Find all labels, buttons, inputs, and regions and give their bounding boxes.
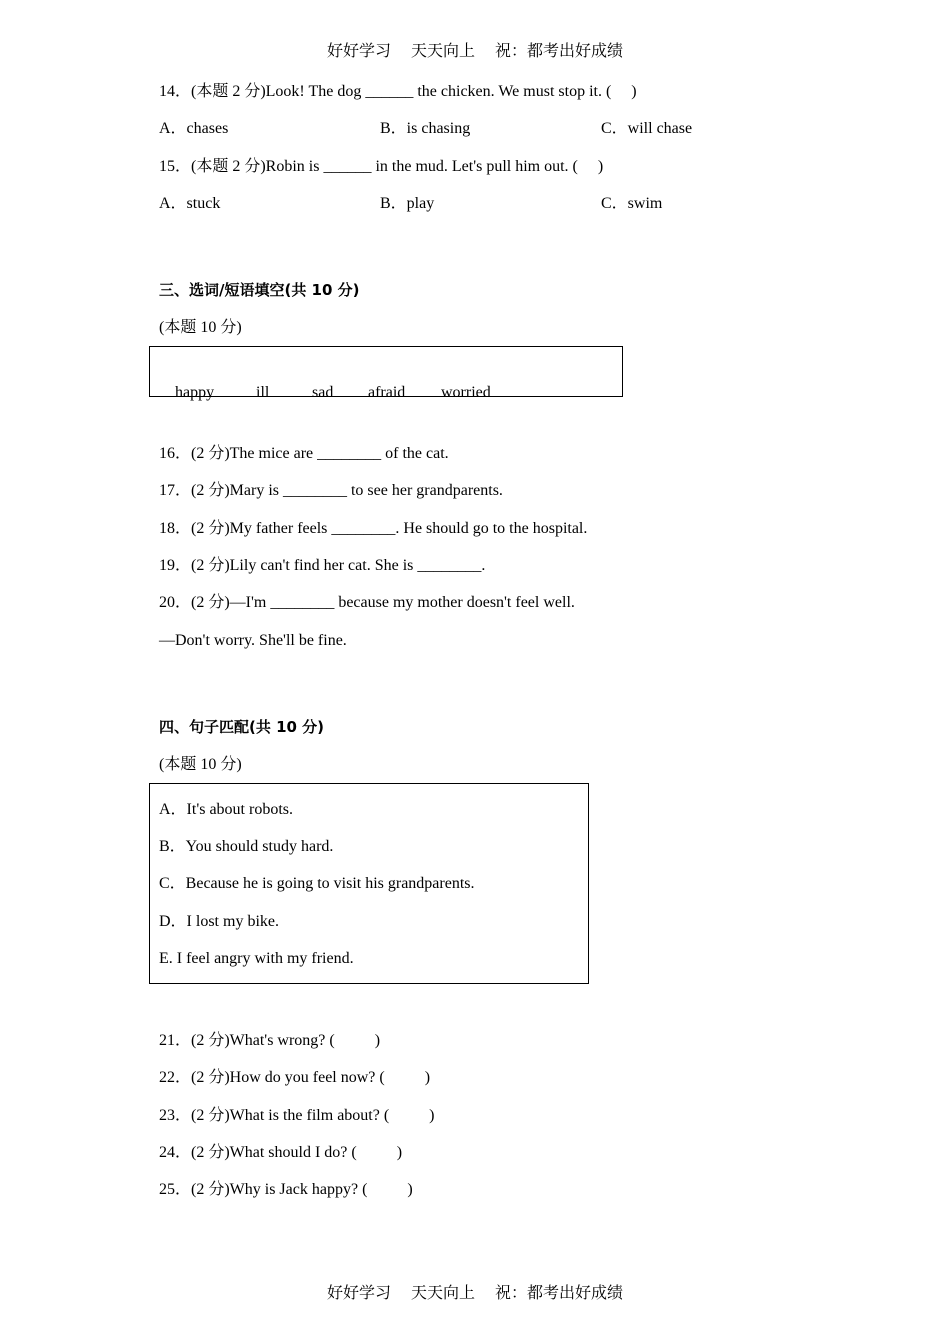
- question-23: 23．(2 分)What is the film about? ( ): [159, 1107, 435, 1124]
- question-22: 22．(2 分)How do you feel now? ( ): [159, 1069, 431, 1086]
- question-15-option-b: B．play: [380, 195, 435, 212]
- matching-option-b: B．You should study hard.: [159, 838, 334, 855]
- question-15-option-a: A．stuck: [159, 195, 221, 212]
- question-14-option-c: C．will chase: [601, 120, 693, 137]
- matching-option-d: D．I lost my bike.: [159, 913, 279, 930]
- question-25: 25．(2 分)Why is Jack happy? ( ): [159, 1181, 413, 1198]
- word-bank-item: worried: [441, 384, 491, 401]
- question-24: 24．(2 分)What should I do? ( ): [159, 1144, 403, 1161]
- question-16: 16．(2 分)The mice are ________ of the cat.: [159, 445, 449, 462]
- question-15-option-c: C．swim: [601, 195, 663, 212]
- word-bank-item: happy: [175, 384, 215, 401]
- section-3-title: 三、选词/短语填空(共 10 分): [159, 281, 360, 299]
- page-footer: [0, 1280, 950, 1303]
- question-14-stem: 14．(本题 2 分)Look! The dog ______ the chicken. We must stop it. ( ): [159, 83, 637, 100]
- page-header: [0, 38, 950, 61]
- question-15-stem: 15．(本题 2 分)Robin is ______ in the mud. Let's pull him out. ( ): [159, 158, 604, 175]
- word-bank-item: afraid: [368, 384, 406, 401]
- header-text-2: 天天向上: [410, 43, 475, 60]
- question-19: 19．(2 分)Lily can't find her cat. She is ________.: [159, 557, 486, 574]
- word-bank-item: sad: [312, 384, 334, 401]
- section-3-score-note: (本题 10 分): [159, 319, 242, 336]
- question-17: 17．(2 分)Mary is ________ to see her grandparents.: [159, 482, 503, 499]
- header-text-3: 祝：都考出好成绩: [495, 43, 624, 60]
- matching-option-c: C．Because he is going to visit his grandparents.: [159, 875, 475, 892]
- footer-text-2: 天天向上: [410, 1285, 475, 1302]
- word-bank: [159, 363, 491, 423]
- question-21: 21．(2 分)What's wrong? ( ): [159, 1032, 381, 1049]
- header-text-1: 好好学习: [326, 43, 391, 60]
- matching-option-e: E. I feel angry with my friend.: [159, 950, 354, 967]
- footer-text-3: 祝：都考出好成绩: [495, 1285, 624, 1302]
- word-bank-item: ill: [256, 384, 270, 401]
- section-4-title: 四、句子匹配(共 10 分): [159, 718, 325, 736]
- question-20: 20．(2 分)—I'm ________ because my mother doesn't feel well.: [159, 594, 575, 611]
- matching-option-a: A．It's about robots.: [159, 801, 293, 818]
- matching-options-box: [149, 783, 589, 984]
- question-14-option-a: A．chases: [159, 120, 229, 137]
- section-4-score-note: (本题 10 分): [159, 756, 242, 773]
- word-bank-box: [149, 346, 623, 401]
- question-14-option-b: B．is chasing: [380, 120, 471, 137]
- question-20-reply: —Don't worry. She'll be fine.: [159, 632, 347, 649]
- footer-text-1: 好好学习: [326, 1285, 391, 1302]
- question-18: 18．(2 分)My father feels ________. He should go to the hospital.: [159, 520, 588, 537]
